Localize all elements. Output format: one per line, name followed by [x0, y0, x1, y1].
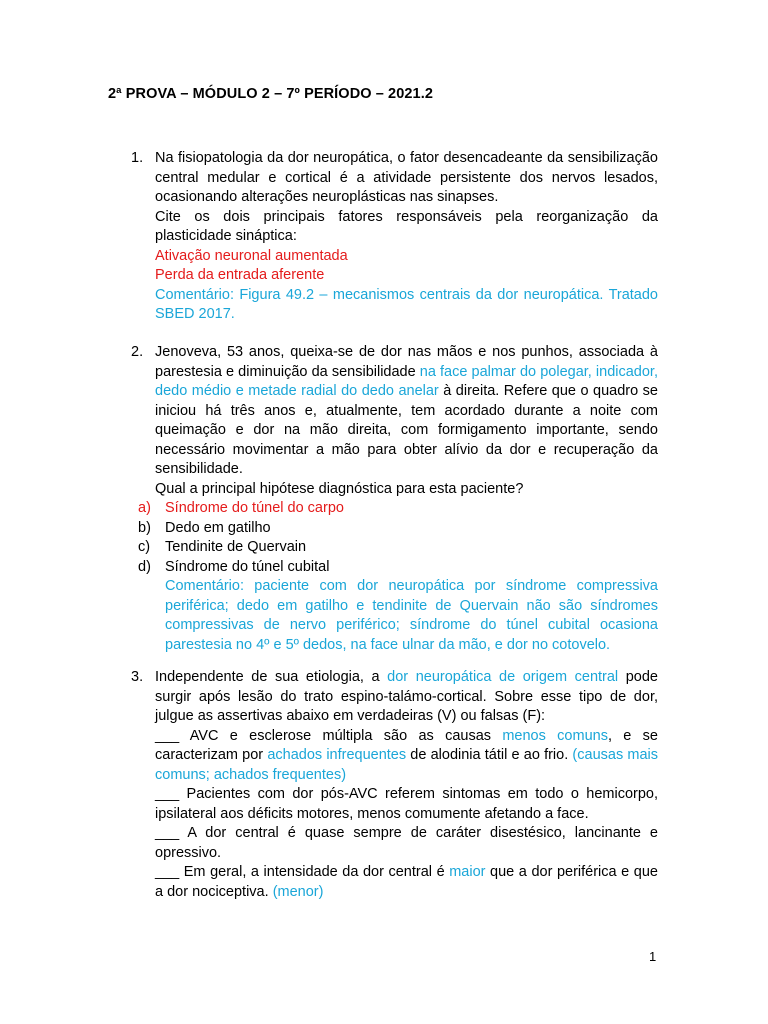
question-text — [155, 668, 658, 727]
question-number: 1. — [131, 150, 144, 166]
text-span: ___ AVC e esclerose múltipla são as causas — [155, 727, 503, 744]
question-body — [138, 343, 658, 655]
text-span: , e se caracterizam por — [155, 727, 658, 763]
text-span: de alodinia tátil e ao frio. — [406, 747, 573, 763]
text-span: à direita. Refere que o quadro se iniciou há três anos e, atualmente, tem acordado durante a noite com queimação e dor na mão direita, com formigamento importante, sendo necessário movimentar a mão para obter alívio da dor e recuperação da sensibilidade. — [155, 383, 658, 477]
option-letter: d) — [138, 558, 151, 575]
option-text: Dedo em gatilho — [165, 519, 271, 536]
comment-text: Comentário: Figura 49.2 – mecanismos centrais da dor neuropática. Tratado SBED 2017. — [155, 286, 658, 322]
text-span: pode surgir após lesão do trato espino-talámo-cortical. Sobre esse tipo de dor, julgue as assertivas abaixo em verdadeiras (V) ou falsas (F): — [155, 669, 658, 724]
answer-line: Perda da entrada aferente — [155, 267, 325, 283]
question-body — [155, 149, 658, 325]
page-number: 1 — [649, 949, 657, 964]
question-body — [155, 668, 658, 902]
highlight-text: achados infrequentes — [267, 747, 407, 763]
option-text: Síndrome do túnel do carpo — [165, 500, 344, 516]
highlight-text: menos comuns — [502, 727, 608, 744]
question-prompt: Cite os dois principais fatores responsáveis pela reorganização da plasticidade sináptica: — [155, 208, 658, 244]
assertion-3: ___ A dor central é quase sempre de caráter disestésico, lancinante e opressivo. — [155, 825, 658, 861]
assertion-2: ___ Pacientes com dor pós-AVC referem sintomas em todo o hemicorpo, ipsilateral aos déficits motores, menos comumente afetando a face. — [155, 786, 658, 822]
question-number: 3. — [131, 669, 144, 685]
answer-line: Ativação neuronal aumentada — [155, 247, 348, 264]
question-text: Na fisiopatologia da dor neuropática, o fator desencadeante da sensibilização central medular e cortical é a atividade persistente dos nervos lesados, ocasionando alterações neuroplásticas nas sinapses. — [155, 150, 658, 205]
assertion-4 — [155, 863, 658, 902]
option-c — [138, 538, 658, 558]
text-span: ___ Em geral, a intensidade da dor central é — [155, 864, 450, 880]
assertion-1 — [155, 727, 658, 786]
text-span: Independente de sua etiologia, a — [155, 669, 388, 685]
highlight-text: (causas mais comuns; achados frequentes) — [155, 747, 658, 783]
question-prompt: Qual a principal hipótese diagnóstica para esta paciente? — [155, 480, 524, 497]
option-letter: b) — [138, 519, 151, 536]
question-text — [155, 343, 658, 480]
option-b — [138, 519, 658, 539]
highlight-text: na face palmar do polegar, indicador, dedo médio e metade radial do dedo anelar — [155, 363, 658, 399]
highlight-text: maior — [449, 864, 486, 880]
exam-title: 2ª PROVA – MÓDULO 2 – 7º PERÍODO – 2021.2 — [108, 86, 434, 102]
text-span: Jenoveva, 53 anos, queixa-se de dor nas mãos e nos punhos, associada à parestesia e diminuição da sensibilidade — [155, 344, 658, 380]
comment-text: Comentário: paciente com dor neuropática por síndrome compressiva periférica; dedo em gatilho e tendinite de Quervain não são síndromes compressivas de nervo periférico; síndrome do túnel cubital ocasiona parestesia no 4º e 5º dedos, na face ulnar da mão, e dor no cotovelo. — [165, 578, 658, 653]
option-a — [138, 499, 658, 519]
option-text: Síndrome do túnel cubital — [165, 558, 330, 575]
option-letter: c) — [138, 539, 151, 555]
highlight-text: (menor) — [272, 883, 324, 900]
option-d — [138, 558, 658, 578]
option-text: Tendinite de Quervain — [165, 539, 307, 555]
option-letter: a) — [138, 500, 151, 516]
question-number: 2. — [131, 344, 144, 360]
highlight-text: dor neuropática de origem central — [387, 669, 619, 685]
text-span: que a dor periférica e que a dor nociceptiva. — [155, 864, 658, 900]
